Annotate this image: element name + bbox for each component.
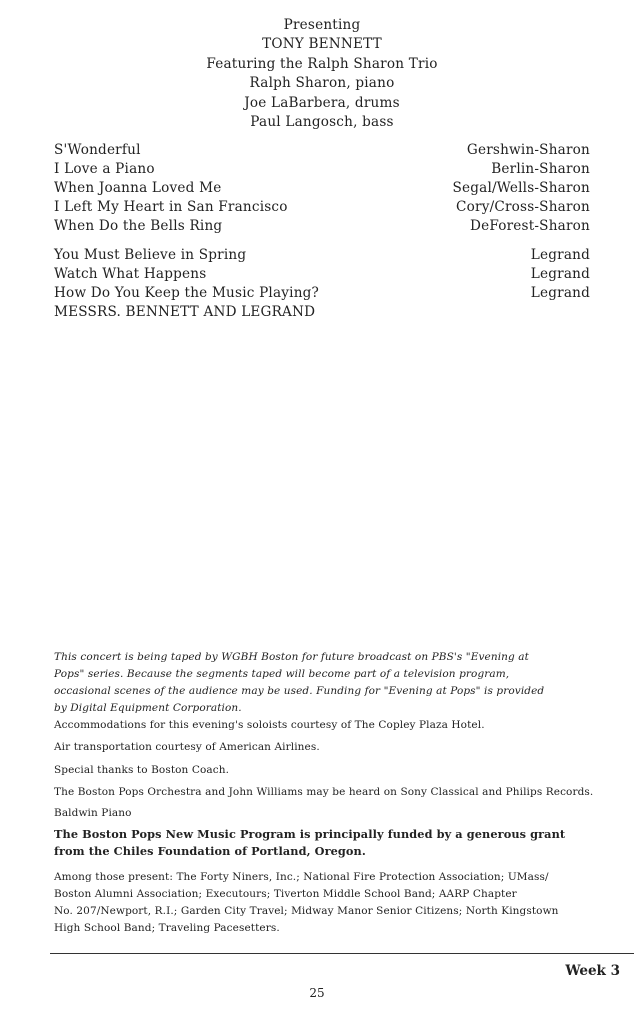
program-item — [54, 160, 590, 179]
credit-line: Featuring the Ralph Sharon Trio — [206, 55, 438, 72]
performers-credit: MESSRS. BENNETT AND LEGRAND — [54, 304, 316, 320]
program-item — [54, 198, 590, 217]
song-composer: Legrand — [530, 247, 590, 263]
song-composer: Gershwin-Sharon — [466, 142, 590, 158]
notice-line: by Digital Equipment Corporation. — [54, 702, 242, 714]
notice-line: This concert is being taped by WGBH Boston for future broadcast on PBS's "Evening at — [54, 651, 529, 663]
program-item — [54, 284, 590, 303]
notice-line: Pops" series. Because the segments taped will become part of a television program, — [54, 668, 510, 680]
program-group-2 — [54, 246, 590, 322]
credit-line: Presenting — [283, 17, 361, 33]
performer-credits — [0, 16, 634, 132]
accommodations-note: Accommodations for this evening's soloists courtesy of The Copley Plaza Hotel. — [54, 719, 485, 731]
song-title: You Must Believe in Spring — [54, 247, 247, 263]
song-composer: Cory/Cross-Sharon — [456, 199, 590, 215]
credit-line: TONY BENNETT — [262, 36, 382, 53]
piano-note: Baldwin Piano — [54, 807, 132, 819]
present-line: High School Band; Traveling Pacesetters. — [54, 922, 280, 934]
song-composer: Legrand — [530, 285, 590, 301]
funding-line: The Boston Pops New Music Program is principally funded by a generous grant — [54, 827, 566, 841]
song-title: Watch What Happens — [54, 266, 207, 282]
air-transport-note: Air transportation courtesy of American Airlines. — [54, 741, 320, 753]
among-present-note — [54, 869, 634, 937]
song-title: When Joanna Loved Me — [54, 180, 222, 196]
funding-note — [54, 826, 634, 860]
program-item — [54, 141, 590, 160]
notice-line: occasional scenes of the audience may be used. Funding for "Evening at Pops" is provided — [54, 685, 545, 697]
song-title: S'Wonderful — [54, 142, 141, 158]
thanks-note: Special thanks to Boston Coach. — [54, 764, 230, 776]
page-number: 25 — [309, 986, 325, 1000]
song-composer: Legrand — [530, 266, 590, 282]
funding-line: from the Chiles Foundation of Portland, Oregon. — [54, 844, 366, 858]
program-item — [54, 246, 590, 265]
song-composer: Berlin-Sharon — [491, 161, 590, 177]
program-item — [54, 179, 590, 198]
credit-line: Joe LaBarbera, drums — [244, 94, 400, 111]
song-title: I Love a Piano — [54, 161, 155, 177]
song-title: When Do the Bells Ring — [54, 218, 223, 234]
footer-divider — [50, 953, 634, 954]
song-title: I Left My Heart in San Francisco — [54, 199, 288, 215]
credit-line: Paul Langosch, bass — [250, 114, 394, 131]
song-composer: Segal/Wells-Sharon — [452, 180, 590, 196]
program-item — [54, 217, 590, 236]
present-line: No. 207/Newport, R.I.; Garden City Travel; Midway Manor Senior Citizens; North Kingstown — [54, 905, 559, 917]
credit-line: Ralph Sharon, piano — [249, 75, 395, 92]
program-group-1 — [54, 141, 590, 236]
song-composer: DeForest-Sharon — [469, 218, 590, 234]
week-label: Week 3 — [565, 963, 620, 979]
present-line: Among those present: The Forty Niners, Inc.; National Fire Protection Association; UMass/ — [54, 871, 549, 883]
song-title: How Do You Keep the Music Playing? — [54, 285, 320, 301]
program-item — [54, 265, 590, 284]
taping-notice — [54, 649, 634, 717]
present-line: Boston Alumni Association; Executours; Tiverton Middle School Band; AARP Chapter — [54, 888, 517, 900]
records-note: The Boston Pops Orchestra and John Williams may be heard on Sony Classical and Philips Records. — [54, 786, 594, 798]
